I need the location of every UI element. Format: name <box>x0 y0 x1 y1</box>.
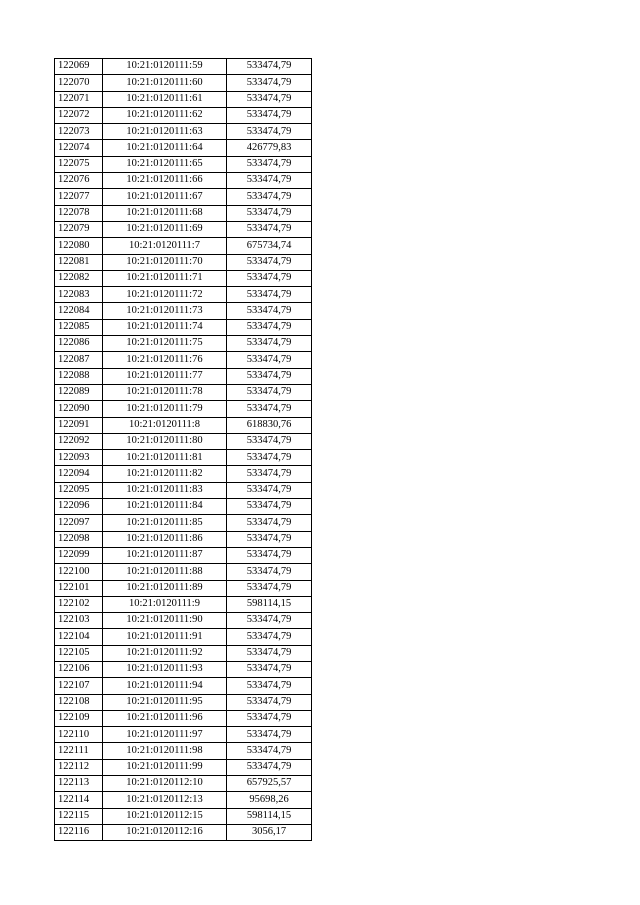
row-id-cell: 122105 <box>55 645 103 661</box>
row-time-cell: 10:21:0120112:10 <box>103 776 227 792</box>
row-id-cell: 122090 <box>55 401 103 417</box>
row-time-cell: 10:21:0120111:84 <box>103 499 227 515</box>
row-time-cell: 10:21:0120111:63 <box>103 124 227 140</box>
row-time-cell: 10:21:0120111:96 <box>103 710 227 726</box>
row-value-cell: 533474,79 <box>227 336 312 352</box>
row-time-cell: 10:21:0120111:61 <box>103 91 227 107</box>
row-value-cell: 533474,79 <box>227 515 312 531</box>
row-id-cell: 122085 <box>55 319 103 335</box>
row-value-cell: 533474,79 <box>227 499 312 515</box>
table-row <box>55 124 312 140</box>
table-row <box>55 336 312 352</box>
row-time-cell: 10:21:0120111:87 <box>103 547 227 563</box>
row-value-cell: 533474,79 <box>227 75 312 91</box>
table-row <box>55 596 312 612</box>
row-time-cell: 10:21:0120111:9 <box>103 596 227 612</box>
row-time-cell: 10:21:0120111:93 <box>103 661 227 677</box>
row-value-cell: 533474,79 <box>227 645 312 661</box>
row-time-cell: 10:21:0120111:62 <box>103 107 227 123</box>
row-id-cell: 122106 <box>55 661 103 677</box>
table-row <box>55 645 312 661</box>
table-row <box>55 352 312 368</box>
table-row <box>55 547 312 563</box>
row-value-cell: 533474,79 <box>227 401 312 417</box>
row-time-cell: 10:21:0120111:78 <box>103 384 227 400</box>
row-value-cell: 533474,79 <box>227 221 312 237</box>
row-value-cell: 533474,79 <box>227 107 312 123</box>
row-time-cell: 10:21:0120111:75 <box>103 336 227 352</box>
row-value-cell: 598114,15 <box>227 808 312 824</box>
row-value-cell: 533474,79 <box>227 450 312 466</box>
row-value-cell: 533474,79 <box>227 743 312 759</box>
row-time-cell: 10:21:0120112:16 <box>103 824 227 840</box>
row-id-cell: 122083 <box>55 287 103 303</box>
row-id-cell: 122078 <box>55 205 103 221</box>
row-id-cell: 122075 <box>55 156 103 172</box>
row-id-cell: 122076 <box>55 173 103 189</box>
row-time-cell: 10:21:0120112:13 <box>103 792 227 808</box>
row-value-cell: 533474,79 <box>227 254 312 270</box>
table-row <box>55 759 312 775</box>
table-row <box>55 482 312 498</box>
row-id-cell: 122110 <box>55 727 103 743</box>
row-value-cell: 533474,79 <box>227 547 312 563</box>
table-row <box>55 710 312 726</box>
row-time-cell: 10:21:0120111:85 <box>103 515 227 531</box>
row-time-cell: 10:21:0120111:73 <box>103 303 227 319</box>
row-time-cell: 10:21:0120111:69 <box>103 221 227 237</box>
row-id-cell: 122114 <box>55 792 103 808</box>
row-time-cell: 10:21:0120111:68 <box>103 205 227 221</box>
table-row <box>55 319 312 335</box>
table-row <box>55 287 312 303</box>
table-row <box>55 156 312 172</box>
row-value-cell: 533474,79 <box>227 173 312 189</box>
table-row <box>55 270 312 286</box>
row-id-cell: 122109 <box>55 710 103 726</box>
row-value-cell: 533474,79 <box>227 124 312 140</box>
row-time-cell: 10:21:0120111:67 <box>103 189 227 205</box>
row-time-cell: 10:21:0120111:88 <box>103 564 227 580</box>
row-value-cell: 95698,26 <box>227 792 312 808</box>
row-id-cell: 122115 <box>55 808 103 824</box>
row-time-cell: 10:21:0120111:59 <box>103 59 227 75</box>
table-row <box>55 564 312 580</box>
table-row <box>55 661 312 677</box>
row-id-cell: 122082 <box>55 270 103 286</box>
row-id-cell: 122088 <box>55 368 103 384</box>
row-value-cell: 533474,79 <box>227 613 312 629</box>
row-time-cell: 10:21:0120111:66 <box>103 173 227 189</box>
table-row <box>55 238 312 254</box>
table-row <box>55 140 312 156</box>
table-row <box>55 189 312 205</box>
row-value-cell: 533474,79 <box>227 678 312 694</box>
row-id-cell: 122111 <box>55 743 103 759</box>
table-row <box>55 384 312 400</box>
table-row <box>55 433 312 449</box>
table-row <box>55 515 312 531</box>
row-value-cell: 533474,79 <box>227 482 312 498</box>
row-time-cell: 10:21:0120111:86 <box>103 531 227 547</box>
row-id-cell: 122094 <box>55 466 103 482</box>
row-id-cell: 122100 <box>55 564 103 580</box>
table-row <box>55 727 312 743</box>
table-row <box>55 580 312 596</box>
row-value-cell: 618830,76 <box>227 417 312 433</box>
row-id-cell: 122096 <box>55 499 103 515</box>
table-row <box>55 254 312 270</box>
row-time-cell: 10:21:0120111:8 <box>103 417 227 433</box>
table-row <box>55 613 312 629</box>
row-time-cell: 10:21:0120112:15 <box>103 808 227 824</box>
table-row <box>55 59 312 75</box>
table-row <box>55 499 312 515</box>
row-time-cell: 10:21:0120111:95 <box>103 694 227 710</box>
table-row <box>55 808 312 824</box>
row-id-cell: 122073 <box>55 124 103 140</box>
row-id-cell: 122091 <box>55 417 103 433</box>
row-time-cell: 10:21:0120111:64 <box>103 140 227 156</box>
row-id-cell: 122092 <box>55 433 103 449</box>
row-id-cell: 122069 <box>55 59 103 75</box>
table-row <box>55 401 312 417</box>
table-row <box>55 368 312 384</box>
table-row <box>55 107 312 123</box>
row-value-cell: 533474,79 <box>227 189 312 205</box>
row-value-cell: 533474,79 <box>227 531 312 547</box>
row-id-cell: 122101 <box>55 580 103 596</box>
row-value-cell: 533474,79 <box>227 466 312 482</box>
row-id-cell: 122093 <box>55 450 103 466</box>
row-value-cell: 533474,79 <box>227 368 312 384</box>
row-id-cell: 122089 <box>55 384 103 400</box>
table-row <box>55 91 312 107</box>
row-value-cell: 533474,79 <box>227 629 312 645</box>
row-value-cell: 657925,57 <box>227 776 312 792</box>
row-value-cell: 533474,79 <box>227 270 312 286</box>
row-value-cell: 533474,79 <box>227 727 312 743</box>
row-value-cell: 598114,15 <box>227 596 312 612</box>
row-id-cell: 122112 <box>55 759 103 775</box>
table-row <box>55 450 312 466</box>
row-time-cell: 10:21:0120111:74 <box>103 319 227 335</box>
row-time-cell: 10:21:0120111:94 <box>103 678 227 694</box>
row-time-cell: 10:21:0120111:76 <box>103 352 227 368</box>
row-time-cell: 10:21:0120111:60 <box>103 75 227 91</box>
table-row <box>55 417 312 433</box>
row-value-cell: 533474,79 <box>227 156 312 172</box>
row-value-cell: 533474,79 <box>227 564 312 580</box>
row-id-cell: 122104 <box>55 629 103 645</box>
row-time-cell: 10:21:0120111:71 <box>103 270 227 286</box>
row-id-cell: 122098 <box>55 531 103 547</box>
row-time-cell: 10:21:0120111:89 <box>103 580 227 596</box>
row-time-cell: 10:21:0120111:82 <box>103 466 227 482</box>
table-row <box>55 173 312 189</box>
row-id-cell: 122108 <box>55 694 103 710</box>
data-table <box>54 58 312 841</box>
row-time-cell: 10:21:0120111:77 <box>103 368 227 384</box>
row-id-cell: 122072 <box>55 107 103 123</box>
row-value-cell: 533474,79 <box>227 303 312 319</box>
row-id-cell: 122103 <box>55 613 103 629</box>
row-value-cell: 533474,79 <box>227 433 312 449</box>
row-value-cell: 533474,79 <box>227 319 312 335</box>
row-id-cell: 122071 <box>55 91 103 107</box>
row-time-cell: 10:21:0120111:98 <box>103 743 227 759</box>
table-row <box>55 629 312 645</box>
table-row <box>55 824 312 840</box>
row-time-cell: 10:21:0120111:65 <box>103 156 227 172</box>
row-time-cell: 10:21:0120111:99 <box>103 759 227 775</box>
row-id-cell: 122080 <box>55 238 103 254</box>
row-id-cell: 122081 <box>55 254 103 270</box>
table-row <box>55 303 312 319</box>
row-id-cell: 122097 <box>55 515 103 531</box>
row-id-cell: 122070 <box>55 75 103 91</box>
table-body <box>55 59 312 841</box>
row-value-cell: 533474,79 <box>227 91 312 107</box>
table-row <box>55 743 312 759</box>
table-row <box>55 776 312 792</box>
row-id-cell: 122102 <box>55 596 103 612</box>
row-time-cell: 10:21:0120111:79 <box>103 401 227 417</box>
row-id-cell: 122079 <box>55 221 103 237</box>
row-value-cell: 3056,17 <box>227 824 312 840</box>
row-time-cell: 10:21:0120111:90 <box>103 613 227 629</box>
row-id-cell: 122113 <box>55 776 103 792</box>
row-id-cell: 122084 <box>55 303 103 319</box>
row-time-cell: 10:21:0120111:91 <box>103 629 227 645</box>
row-id-cell: 122086 <box>55 336 103 352</box>
row-value-cell: 533474,79 <box>227 710 312 726</box>
table-row <box>55 531 312 547</box>
row-value-cell: 533474,79 <box>227 59 312 75</box>
row-time-cell: 10:21:0120111:7 <box>103 238 227 254</box>
table-row <box>55 678 312 694</box>
row-time-cell: 10:21:0120111:72 <box>103 287 227 303</box>
row-value-cell: 533474,79 <box>227 287 312 303</box>
table-row <box>55 792 312 808</box>
table-row <box>55 221 312 237</box>
row-id-cell: 122077 <box>55 189 103 205</box>
row-id-cell: 122074 <box>55 140 103 156</box>
row-time-cell: 10:21:0120111:83 <box>103 482 227 498</box>
row-value-cell: 533474,79 <box>227 694 312 710</box>
row-value-cell: 533474,79 <box>227 384 312 400</box>
table-row <box>55 466 312 482</box>
row-value-cell: 533474,79 <box>227 661 312 677</box>
row-time-cell: 10:21:0120111:81 <box>103 450 227 466</box>
row-id-cell: 122099 <box>55 547 103 563</box>
row-time-cell: 10:21:0120111:70 <box>103 254 227 270</box>
row-time-cell: 10:21:0120111:80 <box>103 433 227 449</box>
row-id-cell: 122095 <box>55 482 103 498</box>
row-value-cell: 426779,83 <box>227 140 312 156</box>
row-value-cell: 533474,79 <box>227 580 312 596</box>
row-time-cell: 10:21:0120111:97 <box>103 727 227 743</box>
row-time-cell: 10:21:0120111:92 <box>103 645 227 661</box>
row-value-cell: 675734,74 <box>227 238 312 254</box>
row-id-cell: 122116 <box>55 824 103 840</box>
row-value-cell: 533474,79 <box>227 352 312 368</box>
table-row <box>55 205 312 221</box>
table-row <box>55 75 312 91</box>
row-id-cell: 122107 <box>55 678 103 694</box>
row-id-cell: 122087 <box>55 352 103 368</box>
row-value-cell: 533474,79 <box>227 205 312 221</box>
table-row <box>55 694 312 710</box>
row-value-cell: 533474,79 <box>227 759 312 775</box>
